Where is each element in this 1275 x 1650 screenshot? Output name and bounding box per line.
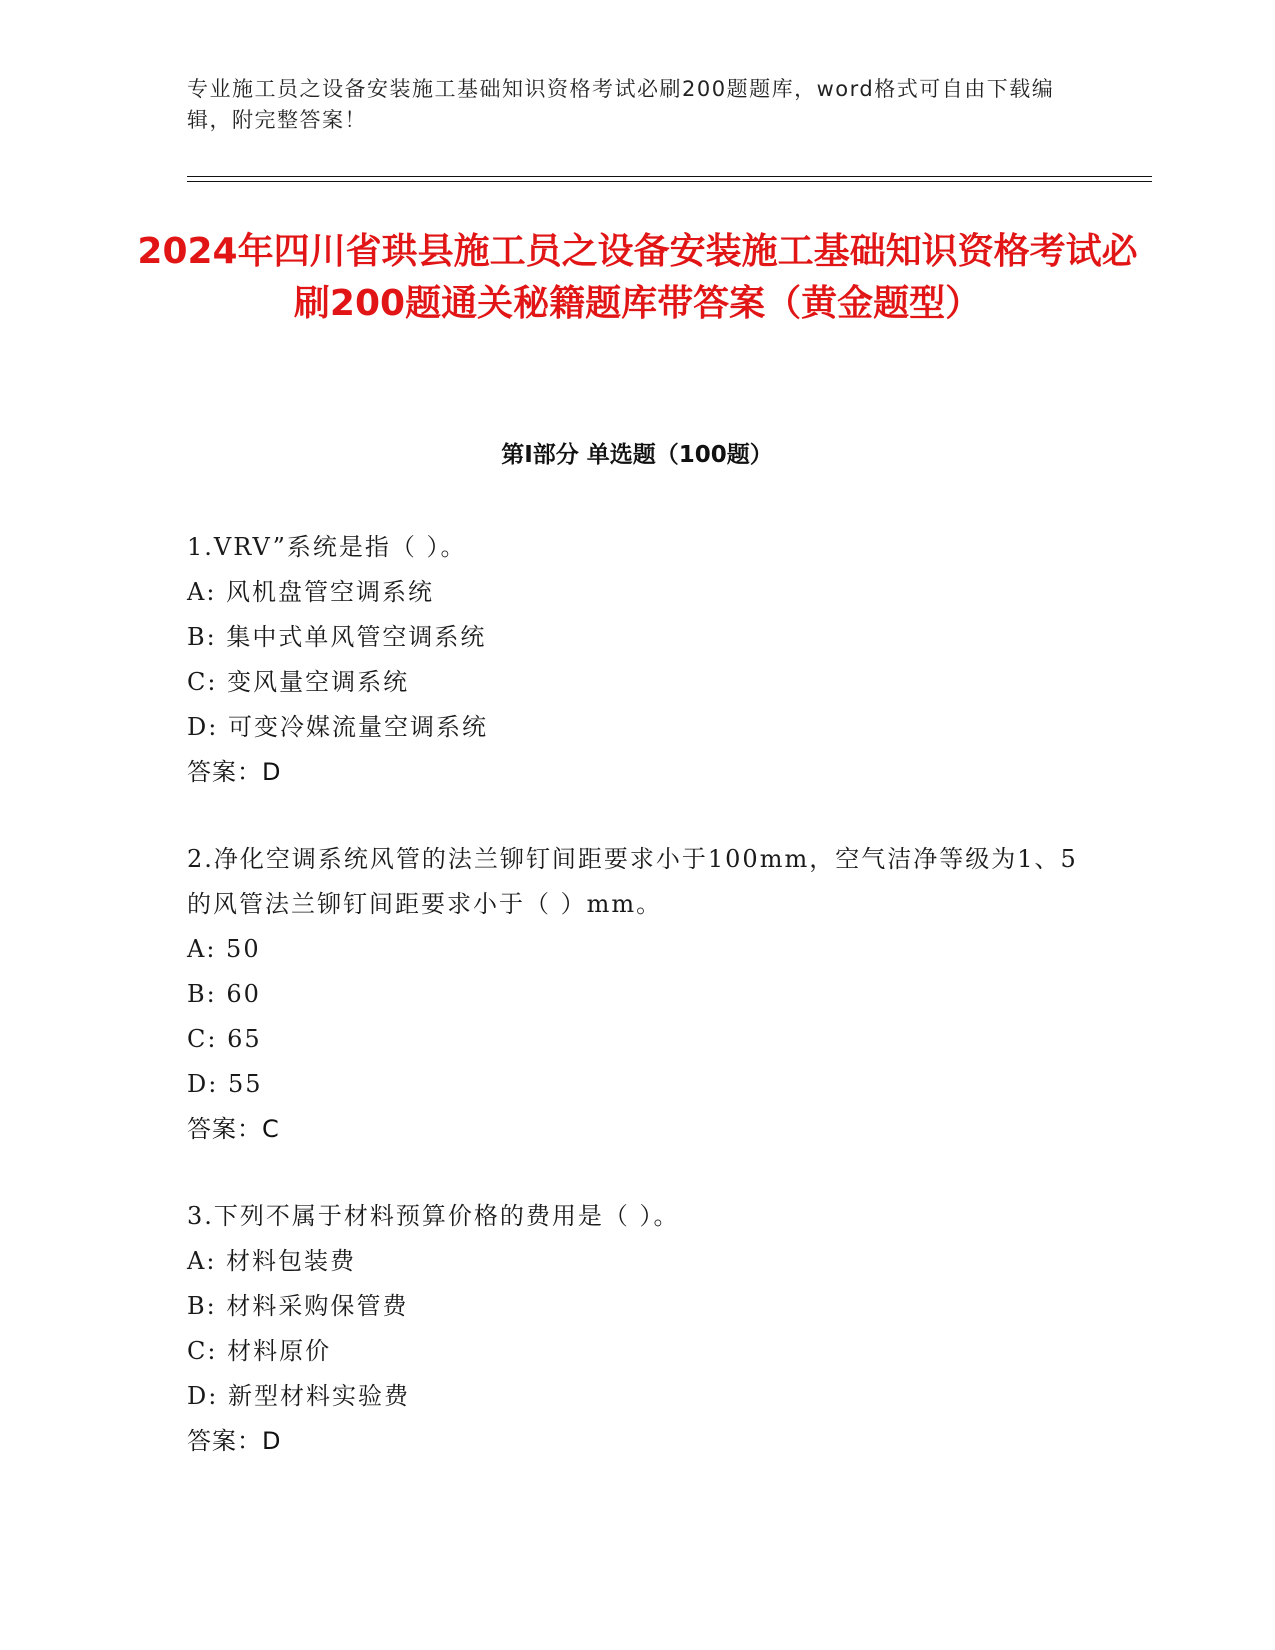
header-divider-bottom — [187, 181, 1152, 182]
option-d: D: 新型材料实验费 — [187, 1382, 410, 1410]
answer: 答案：D — [187, 1427, 282, 1455]
header-note: 专业施工员之设备安装施工基础知识资格考试必刷200题题库，word格式可自由下载编辑，附完整答案！ — [187, 77, 1055, 132]
option-b: B: 60 — [187, 980, 261, 1008]
question-2 — [187, 837, 1087, 1152]
option-c: C: 材料原价 — [187, 1337, 332, 1365]
option-b: B: 材料采购保管费 — [187, 1292, 409, 1320]
header-divider-top — [187, 176, 1152, 177]
option-a: A: 50 — [187, 935, 261, 963]
question-stem: 3.下列不属于材料预算价格的费用是（ ）。 — [187, 1202, 680, 1230]
question-stem: 2.净化空调系统风管的法兰铆钉间距要求小于100mm，空气洁净等级为1、5的风管法兰铆钉间距要求小于（ ）mm。 — [187, 845, 1078, 918]
option-c: C: 变风量空调系统 — [187, 668, 410, 696]
option-d: D: 55 — [187, 1070, 263, 1098]
answer: 答案：C — [187, 1115, 280, 1143]
section-title: 第I部分 单选题（100题） — [501, 442, 773, 468]
question-list — [187, 525, 1087, 1506]
question-stem: 1.VRV”系统是指（ ）。 — [187, 533, 467, 561]
option-c: C: 65 — [187, 1025, 262, 1053]
answer: 答案：D — [187, 758, 282, 786]
option-a: A: 风机盘管空调系统 — [187, 578, 435, 606]
option-d: D: 可变冷媒流量空调系统 — [187, 713, 488, 741]
question-1 — [187, 525, 1087, 795]
option-b: B: 集中式单风管空调系统 — [187, 623, 487, 651]
document-title: 2024年四川省珙县施工员之设备安装施工基础知识资格考试必刷200题通关秘籍题库带答案（黄金题型） — [137, 231, 1138, 324]
question-3 — [187, 1194, 1087, 1464]
option-a: A: 材料包装费 — [187, 1247, 357, 1275]
